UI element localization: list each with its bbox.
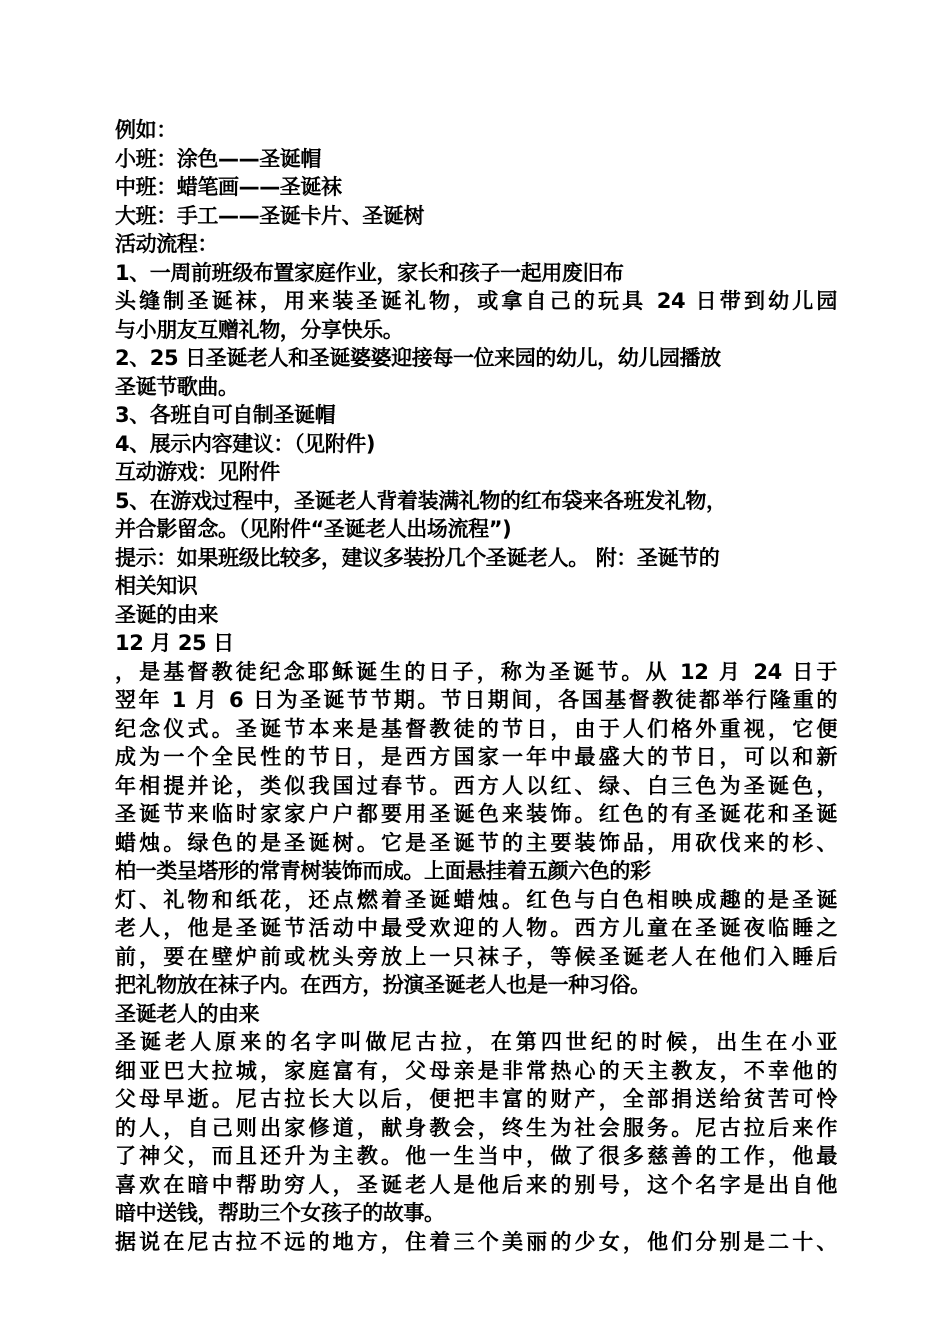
text-line-tip: 提示：如果班级比较多，建议多装扮几个圣诞老人。 附：圣诞节的 xyxy=(115,545,720,570)
text-line-date: 12 月 25 日 xyxy=(115,631,234,655)
paragraph-line: 前，要在壁炉前或枕头旁放上一只袜子，等候圣诞老人在他们入睡后 xyxy=(115,944,837,969)
paragraph-line: 的人，自己则出家修道，献身教会，终生为社会服务。尼古拉后来作 xyxy=(115,1115,837,1140)
paragraph-line: 翌年 1 月 6 日为圣诞节节期。节日期间，各国基督教徒都举行隆重的 xyxy=(115,688,837,712)
paragraph-line: 细亚巴大拉城，家庭富有，父母亲是非常热心的天主教友，不幸他的 xyxy=(115,1058,837,1083)
document-page xyxy=(115,116,837,1256)
paragraph-line: 喜欢在暗中帮助穷人，圣诞老人是他后来的别号，这个名字是出自他 xyxy=(115,1172,837,1197)
text-line-step-2-end: 圣诞节歌曲。 xyxy=(115,374,239,399)
paragraph-line: 父母早逝。尼古拉长大以后，便把丰富的财产，全部捐送给贫苦可怜 xyxy=(115,1087,837,1111)
paragraph-line: 蜡烛。绿色的是圣诞树。它是圣诞节的主要装饰品，用砍伐来的杉、 xyxy=(115,830,837,855)
text-line-middle-class: 中班：蜡笔画——圣诞袜 xyxy=(115,175,342,199)
section-heading-santa-origin: 圣诞老人的由来 xyxy=(115,1001,260,1026)
text-line-large-class: 大班：手工——圣诞卡片、圣诞树 xyxy=(115,203,424,228)
paragraph-line: 老人，他是圣诞节活动中最受欢迎的人物。西方儿童在圣诞夜临睡之 xyxy=(115,916,837,940)
text-line-step-1-cont: 头缝制圣诞袜，用来装圣诞礼物，或拿自己的玩具 24 日带到幼儿园 xyxy=(115,289,837,313)
text-line-step-2: 2、25 日圣诞老人和圣诞婆婆迎接每一位来园的幼儿，幼儿园播放 xyxy=(115,346,721,370)
paragraph-line: 纪念仪式。圣诞节本来是基督教徒的节日，由于人们格外重视，它便 xyxy=(115,716,837,741)
text-line-example-heading: 例如： xyxy=(115,118,177,142)
paragraph-line: 年相提并论，类似我国过春节。西方人以红、绿、白三色为圣诞色， xyxy=(115,773,837,798)
text-line-step-5: 5、在游戏过程中，圣诞老人背着装满礼物的红布袋来各班发礼物， xyxy=(115,488,727,513)
text-line-interactive-game: 互动游戏：见附件 xyxy=(115,460,280,484)
paragraph-line: 圣诞老人原来的名字叫做尼古拉，在第四世纪的时候，出生在小亚 xyxy=(115,1030,837,1054)
paragraph-line: 圣诞节来临时家家户户都要用圣诞色来装饰。红色的有圣诞花和圣诞 xyxy=(115,802,837,826)
paragraph-line: ，是基督教徒纪念耶稣诞生的日子，称为圣诞节。从 12 月 24 日于 xyxy=(115,659,837,684)
text-line-step-3: 3、各班自可自制圣诞帽 xyxy=(115,403,336,427)
paragraph-line: 了神父，而且还升为主教。他一生当中，做了很多慈善的工作，他最 xyxy=(115,1144,837,1168)
text-line-step-4: 4、展示内容建议：（见附件) xyxy=(115,431,376,456)
paragraph-line: 柏一类呈塔形的常青树装饰而成。上面悬挂着五颜六色的彩 xyxy=(115,859,651,883)
paragraph-line: 成为一个全民性的节日，是西方国家一年中最盛大的节日，可以和新 xyxy=(115,745,837,769)
section-heading-christmas-origin: 圣诞的由来 xyxy=(115,602,218,627)
text-line-step-5-end: 并合影留念。（见附件“圣诞老人出场流程”) xyxy=(115,517,512,541)
paragraph-line: 灯、礼物和纸花，还点燃着圣诞蜡烛。红色与白色相映成趣的是圣诞 xyxy=(115,887,837,912)
text-line-tip-end: 相关知识 xyxy=(115,574,198,598)
paragraph-line: 暗中送钱，帮助三个女孩子的故事。 xyxy=(115,1201,445,1225)
text-line-activity-flow-heading: 活动流程： xyxy=(115,232,218,256)
text-line-step-1-end: 与小朋友互赠礼物，分享快乐。 xyxy=(115,317,404,342)
text-line-small-class: 小班：涂色——圣诞帽 xyxy=(115,146,321,171)
text-line-step-1: 1、一周前班级布置家庭作业，家长和孩子一起用废旧布 xyxy=(115,260,624,285)
paragraph-line: 据说在尼古拉不远的地方，住着三个美丽的少女，他们分别是二十、 xyxy=(115,1229,837,1254)
paragraph-line: 把礼物放在袜子内。在西方，扮演圣诞老人也是一种习俗。 xyxy=(115,973,651,997)
